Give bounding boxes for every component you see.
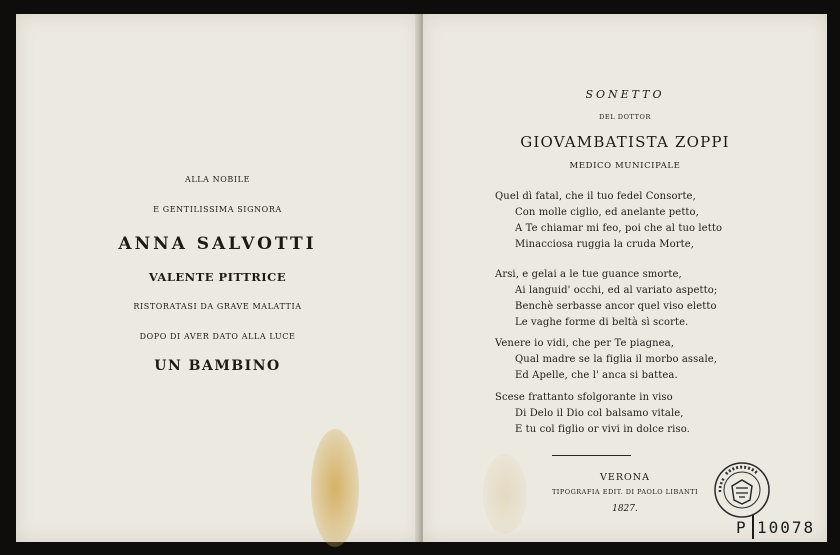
dedication-line-3: RISTORATASI DA GRAVE MALATTIA <box>133 302 302 311</box>
poem-line: Quel dì fatal, che il tuo fedel Consorte, <box>495 191 696 202</box>
left-page <box>16 14 419 542</box>
poem-line: A Te chiamar mi feo, poi che al tuo letto <box>515 223 723 234</box>
library-stamp-icon <box>712 460 772 520</box>
poem-heading: SONETTO <box>585 88 665 101</box>
poem-line: Con molle ciglio, ed anelante petto, <box>515 207 699 218</box>
poem-line: Le vaghe forme di beltà sì scorte. <box>515 317 689 328</box>
author-name: GIOVAMBATISTA ZOPPI <box>520 133 730 151</box>
dedication-line-2: E GENTILISSIMA SIGNORA <box>153 205 282 214</box>
inventory-number: 10078 <box>757 518 816 537</box>
poem-line: Qual madre se la figlia il morbo assale, <box>515 354 718 365</box>
poem-line: Benchè serbasse ancor quel viso eletto <box>515 301 717 312</box>
poem-subheading: DEL DOTTOR <box>599 113 651 121</box>
poem-line: Ai languid' occhi, ed al variato aspetto; <box>515 285 718 296</box>
inventory-divider <box>752 515 754 539</box>
dedicatee-name: ANNA SALVOTTI <box>118 234 317 254</box>
poem-line: Ed Apelle, che l' anca si battea. <box>515 370 678 381</box>
dedication-line-1: ALLA NOBILE <box>184 175 251 184</box>
poem-line: Arsi, e gelai a le tue guance smorte, <box>495 269 682 280</box>
dedication-line-5: UN BAMBINO <box>154 358 281 374</box>
poem-line: Scese frattanto sfolgorante in viso <box>495 392 673 403</box>
poem-line: Venere io vidi, che per Te piagnea, <box>495 338 675 349</box>
poem-line: Di Delo il Dio col balsamo vitale, <box>515 408 684 419</box>
author-title: MEDICO MUNICIPALE <box>569 161 681 171</box>
poem-line: Minacciosa ruggia la cruda Morte, <box>515 239 695 250</box>
imprint-printer: TIPOGRAFIA EDIT. DI PAOLO LIBANTI <box>551 488 699 496</box>
imprint-city: VERONA <box>600 472 650 483</box>
inventory-prefix: P <box>736 518 748 537</box>
dedication-line-4: DOPO DI AVER DATO ALLA LUCE <box>139 332 296 341</box>
dedicatee-title: VALENTE PITTRICE <box>148 270 287 284</box>
imprint-year: 1827. <box>612 504 638 514</box>
separator-rule <box>552 455 631 456</box>
poem-line: E tu col figlio or vivi in dolce riso. <box>515 424 690 435</box>
water-stain <box>311 429 359 547</box>
faint-stain <box>483 454 527 534</box>
